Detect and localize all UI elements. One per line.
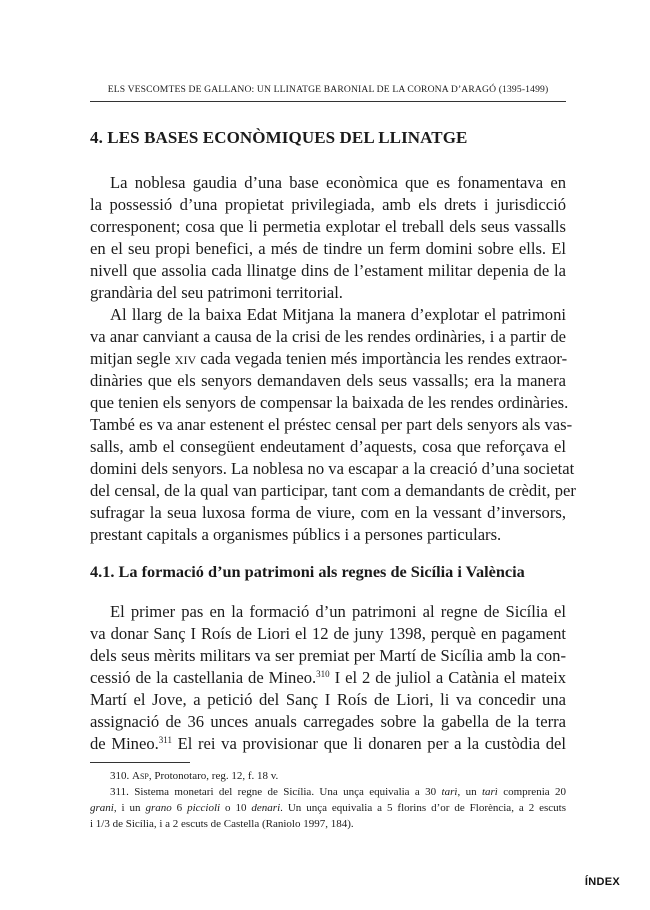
index-link[interactable]: ÍNDEX — [584, 876, 620, 888]
text-run: I el 2 de juliol a Catània el mateix — [329, 668, 566, 687]
paragraph-line: en el seu propi benefici, a més de tindre un ferm domini sobre ells. El — [90, 239, 566, 258]
paragraph-line — [90, 733, 566, 755]
italic-term: denari — [251, 802, 281, 814]
italic-term: grani — [90, 802, 114, 814]
paragraph-line: la possessió d’una propietat privilegiada, amb els drets i jurisdicció — [90, 195, 566, 214]
subsection-heading: 4.1. La formació d’un patrimoni als regnes de Sicília i València — [90, 562, 525, 581]
text-run: , Protonotaro, reg. 12, f. 18 v. — [148, 770, 279, 782]
paragraph-line: va anar canviant a causa de la crisi de les rendes ordinàries, i a partir de — [90, 327, 566, 346]
text-run: Sistema monetari del regne de Sicília. Una unça equivalia a 30 — [128, 786, 442, 798]
footnote-rule — [90, 762, 190, 763]
header-rule — [90, 101, 566, 102]
italic-term: tarì — [481, 786, 498, 798]
footnote-310 — [90, 768, 566, 784]
footnote-311 — [90, 784, 566, 800]
italic-term: tarì — [441, 786, 458, 798]
footnotes — [90, 768, 566, 832]
paragraph-line: corresponent; cosa que li permetia explotar el treball dels seus vassalls — [90, 217, 566, 236]
paragraph-line: assignació de 36 unces anuals carregades sobre la gabella de la terra — [90, 712, 566, 731]
footnote-311-line — [90, 800, 566, 816]
text-run: o 10 — [220, 802, 252, 814]
text-run: , i un — [113, 802, 146, 814]
text-run: comprenia 20 — [497, 786, 566, 798]
text-run: cessió de la castellania de Mineo. — [90, 668, 317, 687]
text-run: 6 — [171, 802, 188, 814]
section-heading: 4. LES BASES ECONÒMIQUES DEL LLINATGE — [90, 128, 468, 147]
paragraph-line: va donar Sanç I Roís de Liori el 12 de juny 1398, perquè en pagament — [90, 624, 566, 643]
paragraph-line: sufragar la seua luxosa forma de viure, com en la vessant d’inversors, — [90, 503, 566, 522]
paragraph-1 — [90, 172, 566, 304]
paragraph-line: El primer pas en la formació d’un patrimoni al regne de Sicília el — [110, 602, 566, 621]
text-run: , un — [457, 786, 482, 798]
paragraph-line — [90, 667, 566, 689]
italic-term: grano — [145, 802, 172, 814]
text-run: . Un unça equivalia a 5 florins d’or de Florència, a 2 escuts — [280, 802, 567, 814]
paragraph-line: dinàries que els senyors demandaven dels seus vassalls; era la manera — [90, 371, 566, 390]
running-header: ELS VESCOMTES DE GALLANO: UN LLINATGE BARONIAL DE LA CORONA D’ARAGÓ (1395-1499) — [107, 84, 549, 95]
paragraph-line: prestant capitals a organismes públics i a persones particulars. — [90, 525, 502, 544]
text-run: cada vegada tenien més importància les rendes extraor- — [196, 349, 568, 368]
paragraph-line: del censal, de la qual van participar, tant com a demandants de crèdit, per — [90, 481, 576, 500]
paragraph-line: Martí el Jove, a petició del Sanç I Roís de Liori, li va concedir una — [90, 690, 566, 709]
text-run: mitjan segle — [90, 349, 175, 368]
paragraph-line: També es va anar estenent el préstec censal per part dels senyors als vas- — [90, 415, 573, 434]
italic-term: piccioli — [187, 802, 221, 814]
paragraph-line: salls, amb el consegüent endeutament d’aquests, cosa que reforçava el — [90, 437, 566, 456]
footnote-ref-310[interactable]: 310 — [316, 669, 330, 679]
paragraph-2 — [90, 304, 576, 546]
footnote-number: 311. — [110, 786, 129, 798]
paragraph-3 — [90, 601, 566, 755]
paragraph-line: domini dels senyors. La noblesa no va escapar a la creació d’una societat — [90, 459, 575, 478]
paragraph-line: grandària del seu patrimoni territorial. — [90, 283, 343, 302]
paragraph-line: dels seus mèrits militars va ser premiat per Martí de Sicília amb la con- — [90, 646, 566, 665]
text-run: de Mineo. — [90, 734, 159, 753]
paragraph-line: nivell que assolia cada llinatge dins de l’estament militar depenia de la — [90, 261, 566, 280]
footnote-311-line: i 1/3 de Sicília, i a 2 escuts de Castella (Raniolo 1997, 184). — [90, 818, 354, 830]
paragraph-line: que tenien els senyors de compensar la baixada de les rendes ordinàries. — [90, 393, 569, 412]
paragraph-line: Al llarg de la baixa Edat Mitjana la manera d’explotar el patrimoni — [110, 305, 566, 324]
text-run: El rei va provisionar que li donaren per a la custòdia del — [171, 734, 566, 753]
footnote-number: 310. — [110, 770, 130, 782]
footnote-ref-311[interactable]: 311 — [158, 735, 172, 745]
century-numeral: xiv — [174, 349, 197, 368]
paragraph-line: La noblesa gaudia d’una base econòmica que es fonamentava en — [110, 173, 566, 192]
archive-abbrev: Asp — [132, 770, 149, 782]
paragraph-line — [90, 348, 566, 370]
